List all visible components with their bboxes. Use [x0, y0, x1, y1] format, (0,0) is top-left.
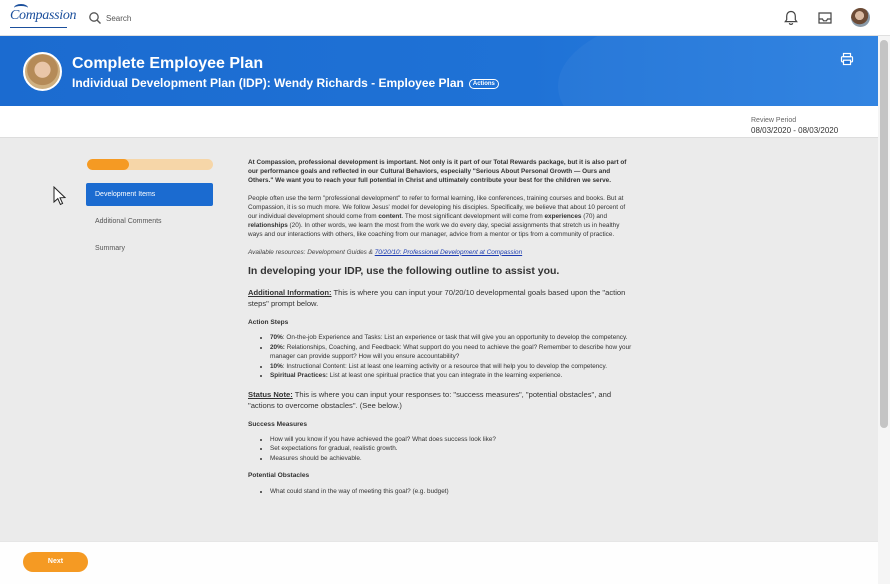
development-instructions [248, 158, 632, 504]
nav-item-summary[interactable] [86, 237, 213, 260]
review-period-value: 08/03/2020 - 08/03/2020 [751, 126, 839, 135]
page-title: Complete Employee Plan [72, 55, 264, 72]
list-item: • How will you know if you have achieved the goal? What does success look like? [270, 435, 632, 444]
list-item: • Spiritual Practices: List at least one spiritual practice that you can integrate in the learning experience. [270, 371, 632, 380]
plan-name: Individual Development Plan (IDP): Wendy Richards - Employee Plan [72, 76, 464, 90]
list-item: • 20%: Relationships, Coaching, and Feedback: What support do you need to achieve the goal? Remember to describe how your manager can provide support? How will you ensure accountability? [270, 343, 632, 361]
scrollbar-thumb[interactable] [880, 40, 888, 428]
resources-link[interactable]: 70/20/10: Professional Development at Compassion [374, 248, 523, 256]
nav-item-additional-comments[interactable] [86, 210, 213, 233]
user-avatar[interactable] [851, 8, 870, 27]
header-decoration [558, 36, 878, 106]
page-header [0, 36, 878, 106]
employee-avatar [23, 52, 62, 91]
nav-item-label: Development Items [95, 191, 156, 198]
page-subtitle [72, 76, 499, 90]
cursor-icon [53, 186, 67, 206]
bell-icon[interactable] [782, 9, 800, 27]
list-item: • Set expectations for gradual, realistic growth. [270, 444, 632, 453]
search-icon[interactable] [88, 11, 102, 25]
list-item: • 70%: On-the-job Experience and Tasks: List an experience or task that will give you an opportunity to develop the competency. [270, 333, 632, 342]
list-item: • 10%: Instructional Content: List at least one learning activity or a resource that will help you to develop the competency. [270, 362, 632, 371]
progress-fill [87, 159, 129, 170]
search-input[interactable] [106, 9, 306, 27]
next-button[interactable]: Next [23, 552, 88, 572]
nav-item-label: Summary [95, 245, 125, 252]
print-icon[interactable] [840, 52, 854, 66]
review-period-bar [0, 106, 878, 138]
action-steps-title: Action Steps [248, 318, 289, 326]
list-item: • What could stand in the way of meeting this goal? (e.g. budget) [270, 487, 632, 496]
potential-obstacles-list [270, 487, 632, 496]
success-measures-title: Success Measures [248, 420, 308, 428]
actions-button[interactable]: Actions [469, 79, 499, 89]
logo-underline [10, 27, 67, 28]
development-paragraph: People often use the term "professional development" to refer to formal learning, like conferences, training courses and books. But at Compassion, it is so much more. We follow Jesus' model for developing his disciples. Specifically, we believe that about 10 percent of our individual development should come from content. The most significant development will come from experiences (70) and relationships (20). In other words, we learn the most from the work we do every day, special assignments that stretch us in healthy ways and our interactions with others, like coaching from our manager, advice from a mentor or tips from a community of practice. [248, 194, 626, 239]
top-bar [0, 0, 890, 36]
nav-item-label: Additional Comments [95, 218, 162, 225]
list-item: • Measures should be achievable. [270, 454, 632, 463]
compassion-logo[interactable]: Compassion [10, 8, 77, 23]
resources-line: Available resources: Development Guides & 70/20/10: Professional Development at Compassion [248, 248, 523, 256]
nav-item-development-items[interactable] [86, 183, 213, 206]
progress-bar [87, 159, 213, 170]
action-steps-list [270, 333, 632, 381]
additional-information: Additional Information: This is where you can input your 70/20/10 developmental goals based upon the "action steps" prompt below. [248, 287, 626, 308]
inbox-icon[interactable] [816, 9, 834, 27]
potential-obstacles-title: Potential Obstacles [248, 472, 310, 480]
status-note: Status Note: This is where you can input your responses to: "success measures", "potential obstacles", and "actions to overcome obstacles". (See below.) [248, 389, 612, 410]
review-period-label: Review Period [751, 117, 797, 124]
bottom-action-bar [0, 541, 878, 584]
intro-paragraph: At Compassion, professional development is important. Not only is it part of our Total Rewards package, but it is also part of our performance goals and reflected in our Cultural Behaviors, especially "Serious About Personal Growth — Ours and Others." We want you to reach your full potential in Christ and ultimately contribute your best for the children we serve. [248, 159, 627, 185]
outline-heading: In developing your IDP, use the following outline to assist you. [248, 264, 560, 277]
success-measures-list [270, 435, 632, 464]
